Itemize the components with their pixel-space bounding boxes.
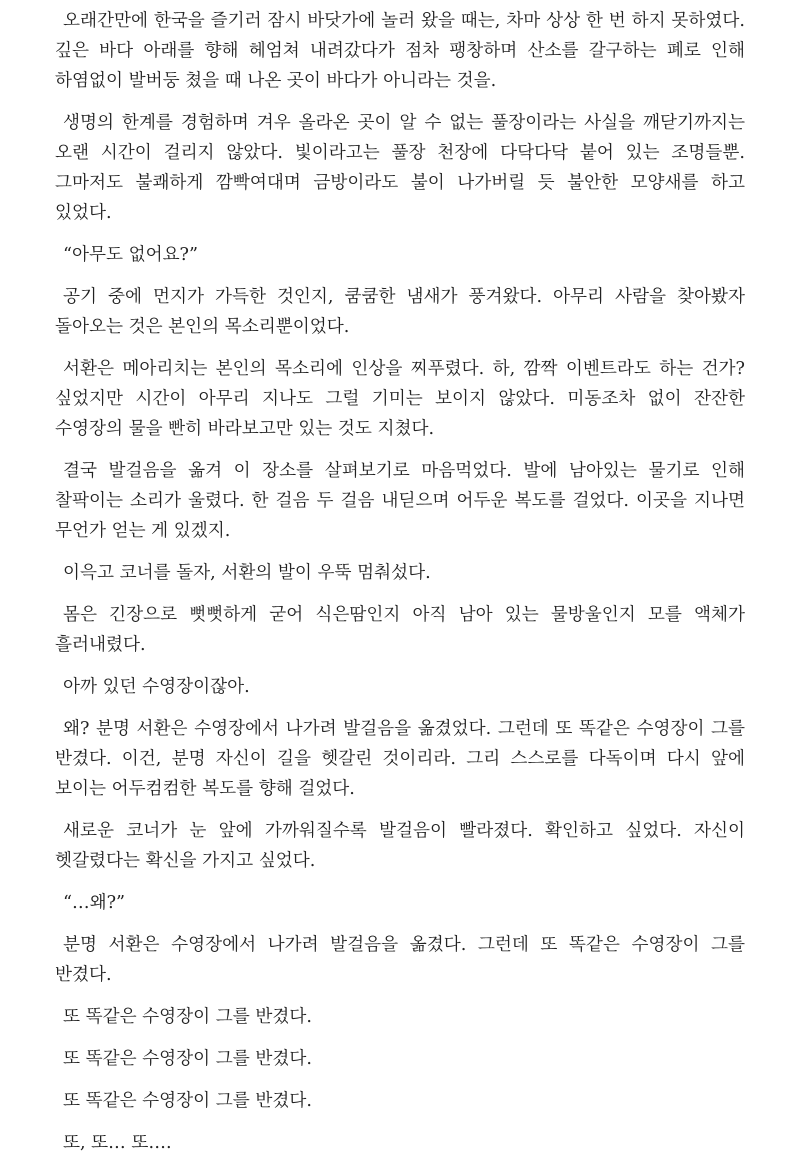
- paragraph: 왜? 분명 서환은 수영장에서 나가려 발걸음을 옮겼었다. 그런데 또 똑같은 수영장이 그를 반겼다. 이건, 분명 자신이 길을 헷갈린 것이리라. 그리 스스로를 다독이며 다시 앞에 보이는 어두컴컴한 복도를 향해 걸었다.: [55, 719, 745, 799]
- paragraph: 또 똑같은 수영장이 그를 반겼다.: [63, 1049, 312, 1069]
- paragraph: 공기 중에 먼지가 가득한 것인지, 쿰쿰한 냄새가 풍겨왔다. 아무리 사람을 찾아봤자 돌아오는 것은 본인의 목소리뿐이었다.: [55, 287, 745, 337]
- paragraph: 오래간만에 한국을 즐기러 잠시 바닷가에 놀러 왔을 때는, 차마 상상 한 번 하지 못하였다. 깊은 바다 아래를 향해 헤엄쳐 내려갔다가 점차 팽창하며 산소를 갈구하는 폐로 인해 하염없이 발버둥 쳤을 때 나온 곳이 바다가 아니라는 것을.: [55, 11, 745, 91]
- dialogue-line: “아무도 없어요?”: [63, 245, 198, 265]
- paragraph: 결국 발걸음을 옮겨 이 장소를 살펴보기로 마음먹었다. 발에 남아있는 물기로 인해 찰팍이는 소리가 울렸다. 한 걸음 두 걸음 내딛으며 어두운 복도를 걸었다. 이곳을 지나면 무언가 얻는 게 있겠지.: [55, 461, 746, 541]
- paragraph: 몸은 긴장으로 뻣뻣하게 굳어 식은땀인지 아직 남아 있는 물방울인지 모를 액체가 흘러내렸다.: [55, 605, 745, 655]
- paragraph: 분명 서환은 수영장에서 나가려 발걸음을 옮겼다. 그런데 또 똑같은 수영장이 그를 반겼다.: [55, 935, 746, 985]
- document-page: [55, 6, 745, 1170]
- paragraph: 또 똑같은 수영장이 그를 반겼다.: [63, 1091, 312, 1111]
- paragraph: 서환은 메아리치는 본인의 목소리에 인상을 찌푸렸다. 하, 깜짝 이벤트라도 하는 건가? 싶었지만 시간이 아무리 지나도 그럴 기미는 보이지 않았다. 미동조차 없이 잔잔한 수영장의 물을 빤히 바라보고만 있는 것도 지쳤다.: [55, 359, 745, 439]
- paragraph: 아까 있던 수영장이잖아.: [63, 677, 250, 697]
- paragraph: 생명의 한계를 경험하며 겨우 올라온 곳이 알 수 없는 풀장이라는 사실을 깨닫기까지는 오랜 시간이 걸리지 않았다. 빛이라고는 풀장 천장에 다닥다닥 붙어 있는 조명들뿐. 그마저도 불쾌하게 깜빡여대며 금방이라도 불이 나가버릴 듯 불안한 모양새를 하고 있었다.: [55, 113, 745, 223]
- paragraph: 또 똑같은 수영장이 그를 반겼다.: [63, 1007, 312, 1027]
- paragraph: 이윽고 코너를 돌자, 서환의 발이 우뚝 멈춰섰다.: [63, 563, 431, 583]
- dialogue-line: “…왜?”: [63, 893, 126, 913]
- paragraph: 또, 또… 또….: [63, 1133, 172, 1153]
- paragraph: 새로운 코너가 눈 앞에 가까워질수록 발걸음이 빨라졌다. 확인하고 싶었다. 자신이 헷갈렸다는 확신을 가지고 싶었다.: [55, 821, 745, 871]
